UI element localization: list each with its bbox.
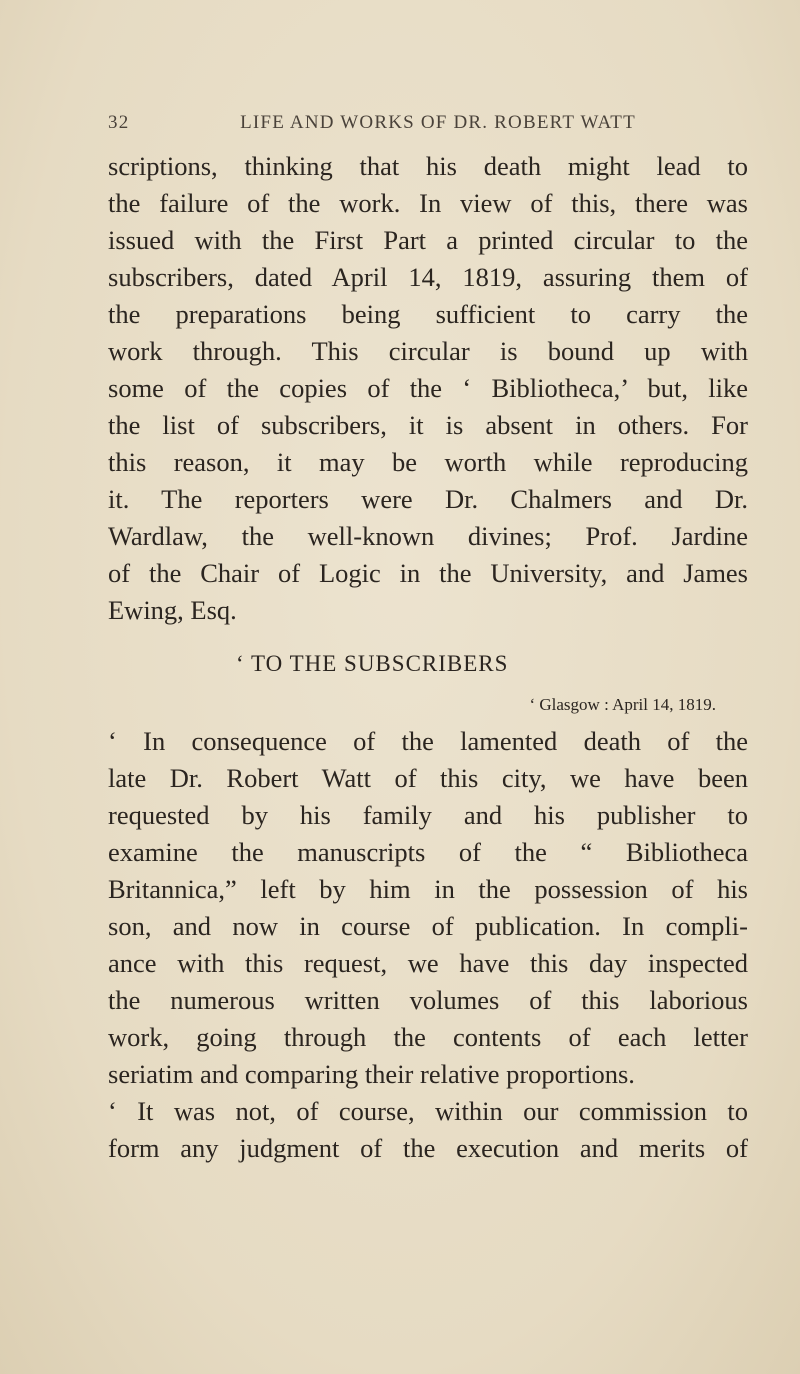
text-line: the failure of the work. In view of this, there was	[108, 188, 748, 218]
text-line: the numerous written volumes of this laborious	[108, 985, 748, 1015]
text-line: Wardlaw, the well-known divines; Prof. Jardine	[108, 521, 748, 551]
text-line: form any judgment of the execution and merits of	[108, 1133, 748, 1163]
circular-heading: ‘ TO THE SUBSCRIBERS	[236, 651, 509, 676]
text-line: work, going through the contents of each letter	[108, 1022, 748, 1052]
paragraph-intro	[108, 148, 748, 629]
text-line: the list of subscribers, it is absent in others. For	[108, 410, 748, 440]
paragraph-circular-1	[108, 723, 748, 1093]
text-line: subscribers, dated April 14, 1819, assuring them of	[108, 262, 748, 292]
text-line: it. The reporters were Dr. Chalmers and Dr.	[108, 484, 748, 514]
running-head-title: LIFE AND WORKS OF DR. ROBERT WATT	[240, 112, 636, 133]
text-line: late Dr. Robert Watt of this city, we have been	[108, 763, 748, 793]
body-text	[108, 148, 748, 1167]
running-head	[108, 112, 748, 146]
text-line: the preparations being sufficient to carry the	[108, 299, 748, 329]
text-line: seriatim and comparing their relative proportions.	[108, 1059, 635, 1089]
text-line: ‘ In consequence of the lamented death of the	[108, 726, 748, 756]
text-line: examine the manuscripts of the “ Bibliotheca	[108, 837, 748, 867]
text-line: ance with this request, we have this day inspected	[108, 948, 748, 978]
text-line: scriptions, thinking that his death might lead to	[108, 151, 748, 181]
text-line: Britannica,” left by him in the possession of his	[108, 874, 748, 904]
text-line: some of the copies of the ‘ Bibliotheca,’ but, like	[108, 373, 748, 403]
page-number: 32	[108, 112, 130, 133]
text-line: Ewing, Esq.	[108, 595, 237, 625]
text-line: of the Chair of Logic in the University, and James	[108, 558, 748, 588]
text-line: ‘ It was not, of course, within our commission to	[108, 1096, 748, 1126]
text-line: work through. This circular is bound up with	[108, 336, 748, 366]
paragraph-circular-2	[108, 1093, 748, 1167]
text-line: son, and now in course of publication. In compli-	[108, 911, 748, 941]
circular-dateline: ‘ Glasgow : April 14, 1819.	[529, 695, 716, 714]
text-line: requested by his family and his publisher to	[108, 800, 748, 830]
text-line: this reason, it may be worth while reproducing	[108, 447, 748, 477]
text-line: issued with the First Part a printed circular to the	[108, 225, 748, 255]
